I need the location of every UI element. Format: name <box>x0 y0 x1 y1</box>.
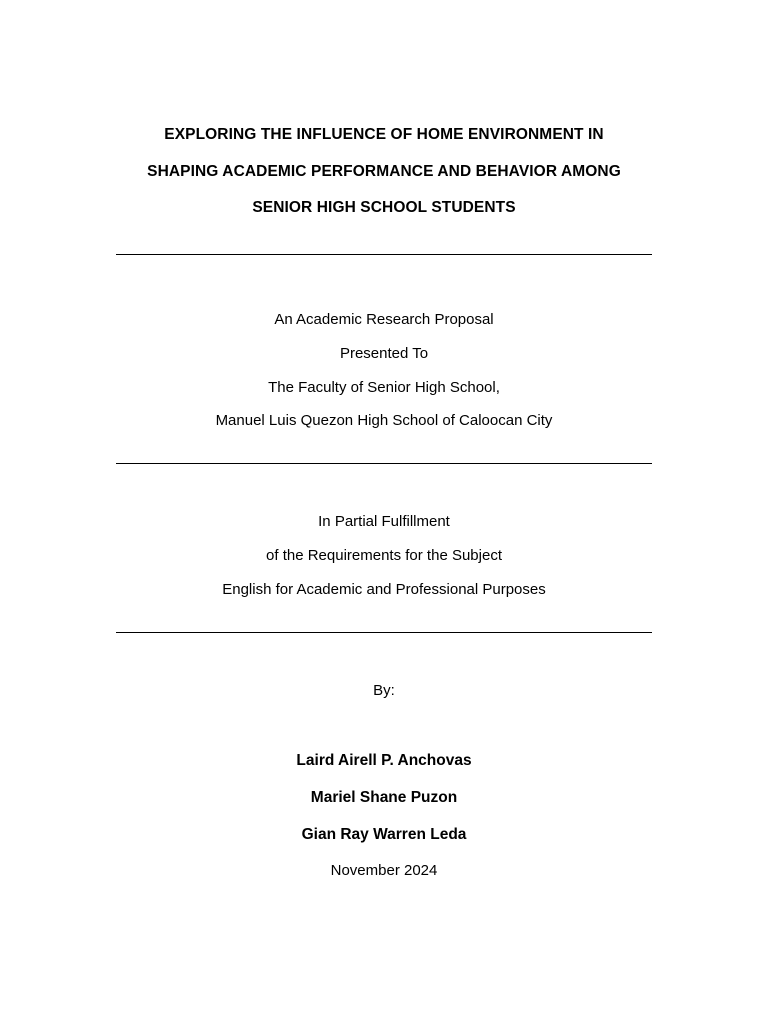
author-3: Gian Ray Warren Leda <box>301 826 467 843</box>
faculty-name: The Faculty of Senior High School, <box>268 379 500 396</box>
author-2: Mariel Shane Puzon <box>310 789 458 806</box>
title-line-1: EXPLORING THE INFLUENCE OF HOME ENVIRONMENT IN <box>164 126 604 143</box>
school-name: Manuel Luis Quezon High School of Caloocan City <box>215 412 553 429</box>
author-1: Laird Airell P. Anchovas <box>296 752 472 769</box>
presented-to: Presented To <box>339 345 429 362</box>
title-line-2: SHAPING ACADEMIC PERFORMANCE AND BEHAVIOR AMONG <box>147 163 621 180</box>
title-line-3: SENIOR HIGH SCHOOL STUDENTS <box>252 199 516 216</box>
fulfillment-line-2: of the Requirements for the Subject <box>266 547 502 564</box>
proposal-type: An Academic Research Proposal <box>274 311 494 328</box>
fulfillment-line-1: In Partial Fulfillment <box>318 513 450 530</box>
divider-3 <box>116 632 652 633</box>
divider-1 <box>116 254 652 255</box>
document-date: November 2024 <box>330 862 438 879</box>
subject-name: English for Academic and Professional Purposes <box>222 581 546 598</box>
by-label: By: <box>373 682 395 699</box>
divider-2 <box>116 463 652 464</box>
